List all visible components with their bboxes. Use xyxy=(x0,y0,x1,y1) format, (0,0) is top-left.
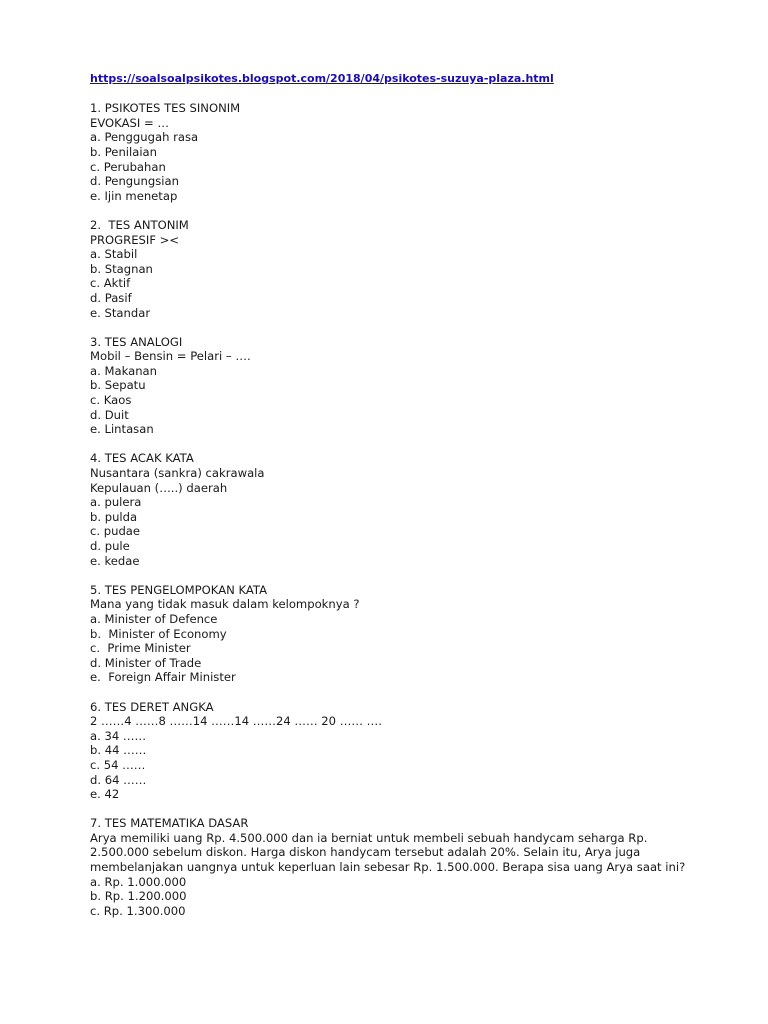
question-prompt: Mana yang tidak masuk dalam kelompoknya ? xyxy=(90,597,360,612)
question-prompt: 2 ……4 ……8 ……14 ……14 ……24 …… 20 …… …. xyxy=(90,714,382,729)
question-heading: 1. PSIKOTES TES SINONIM xyxy=(90,101,241,116)
option-e: e. Foreign Affair Minister xyxy=(90,670,236,685)
option-d: d. 64 …… xyxy=(90,772,147,787)
option-b: b. Sepatu xyxy=(90,378,146,393)
question-heading: 3. TES ANALOGI xyxy=(90,334,183,349)
question-2 xyxy=(90,218,690,320)
source-link[interactable]: https://soalsoalpsikotes.blogspot.com/2018/04/psikotes-suzuya-plaza.html xyxy=(90,72,554,85)
option-a: a. pulera xyxy=(90,495,142,510)
question-heading: 7. TES MATEMATIKA DASAR xyxy=(90,816,249,831)
question-prompt: Nusantara (sankra) cakrawala xyxy=(90,466,265,481)
question-7 xyxy=(90,816,690,918)
question-prompt: Arya memiliki uang Rp. 4.500.000 dan ia berniat untuk membeli sebuah handycam seharga Rp. 2.500.000 sebelum diskon. Harga diskon handycam tersebut adalah 20%. Selain itu, Arya juga membelanjakan uangnya untuk keperluan lain sebesar Rp. 1.500.000. Berapa sisa uang Arya saat ini? xyxy=(90,830,686,875)
option-e: e. Lintasan xyxy=(90,422,154,437)
question-prompt: Kepulauan (…..) daerah xyxy=(90,480,228,495)
option-d: d. Pengungsian xyxy=(90,174,179,189)
option-d: d. Minister of Trade xyxy=(90,655,202,670)
option-c: c. Perubahan xyxy=(90,159,166,174)
question-prompt: Mobil – Bensin = Pelari – …. xyxy=(90,349,251,364)
option-b: b. pulda xyxy=(90,509,138,524)
question-6 xyxy=(90,700,690,802)
question-heading: 4. TES ACAK KATA xyxy=(90,451,194,466)
question-4 xyxy=(90,451,690,568)
question-3 xyxy=(90,335,690,437)
option-c: c. pudae xyxy=(90,524,141,539)
question-5 xyxy=(90,583,690,685)
option-c: c. Rp. 1.300.000 xyxy=(90,903,186,918)
question-heading: 5. TES PENGELOMPOKAN KATA xyxy=(90,582,268,597)
option-a: a. Makanan xyxy=(90,363,157,378)
option-c: c. Prime Minister xyxy=(90,641,191,656)
option-b: b. Stagnan xyxy=(90,261,153,276)
question-1 xyxy=(90,101,690,203)
option-d: d. pule xyxy=(90,539,130,553)
option-a: a. Stabil xyxy=(90,247,138,262)
option-e: e. Ijin menetap xyxy=(90,188,178,203)
option-b: b. Minister of Economy xyxy=(90,626,227,641)
question-heading: 2. TES ANTONIM xyxy=(90,217,189,232)
option-a: a. 34 …… xyxy=(90,728,147,743)
option-e: e. Standar xyxy=(90,305,151,320)
option-c: c. Aktif xyxy=(90,276,131,291)
option-e: e. 42 xyxy=(90,787,120,802)
option-b: b. Penilaian xyxy=(90,144,158,159)
document-page xyxy=(90,72,690,933)
option-a: a. Minister of Defence xyxy=(90,611,218,626)
option-b: b. 44 …… xyxy=(90,743,147,758)
option-a: a. Rp. 1.000.000 xyxy=(90,874,187,889)
question-prompt: PROGRESIF >< xyxy=(90,232,180,247)
option-b: b. Rp. 1.200.000 xyxy=(90,889,187,904)
question-prompt: EVOKASI = … xyxy=(90,115,169,130)
option-d: d. Pasif xyxy=(90,290,132,305)
option-d: d. Duit xyxy=(90,407,129,422)
option-c: c. Kaos xyxy=(90,393,132,408)
option-c: c. 54 …… xyxy=(90,757,146,772)
option-a: a. Penggugah rasa xyxy=(90,130,199,145)
option-e: e. kedae xyxy=(90,553,140,568)
question-heading: 6. TES DERET ANGKA xyxy=(90,699,214,714)
